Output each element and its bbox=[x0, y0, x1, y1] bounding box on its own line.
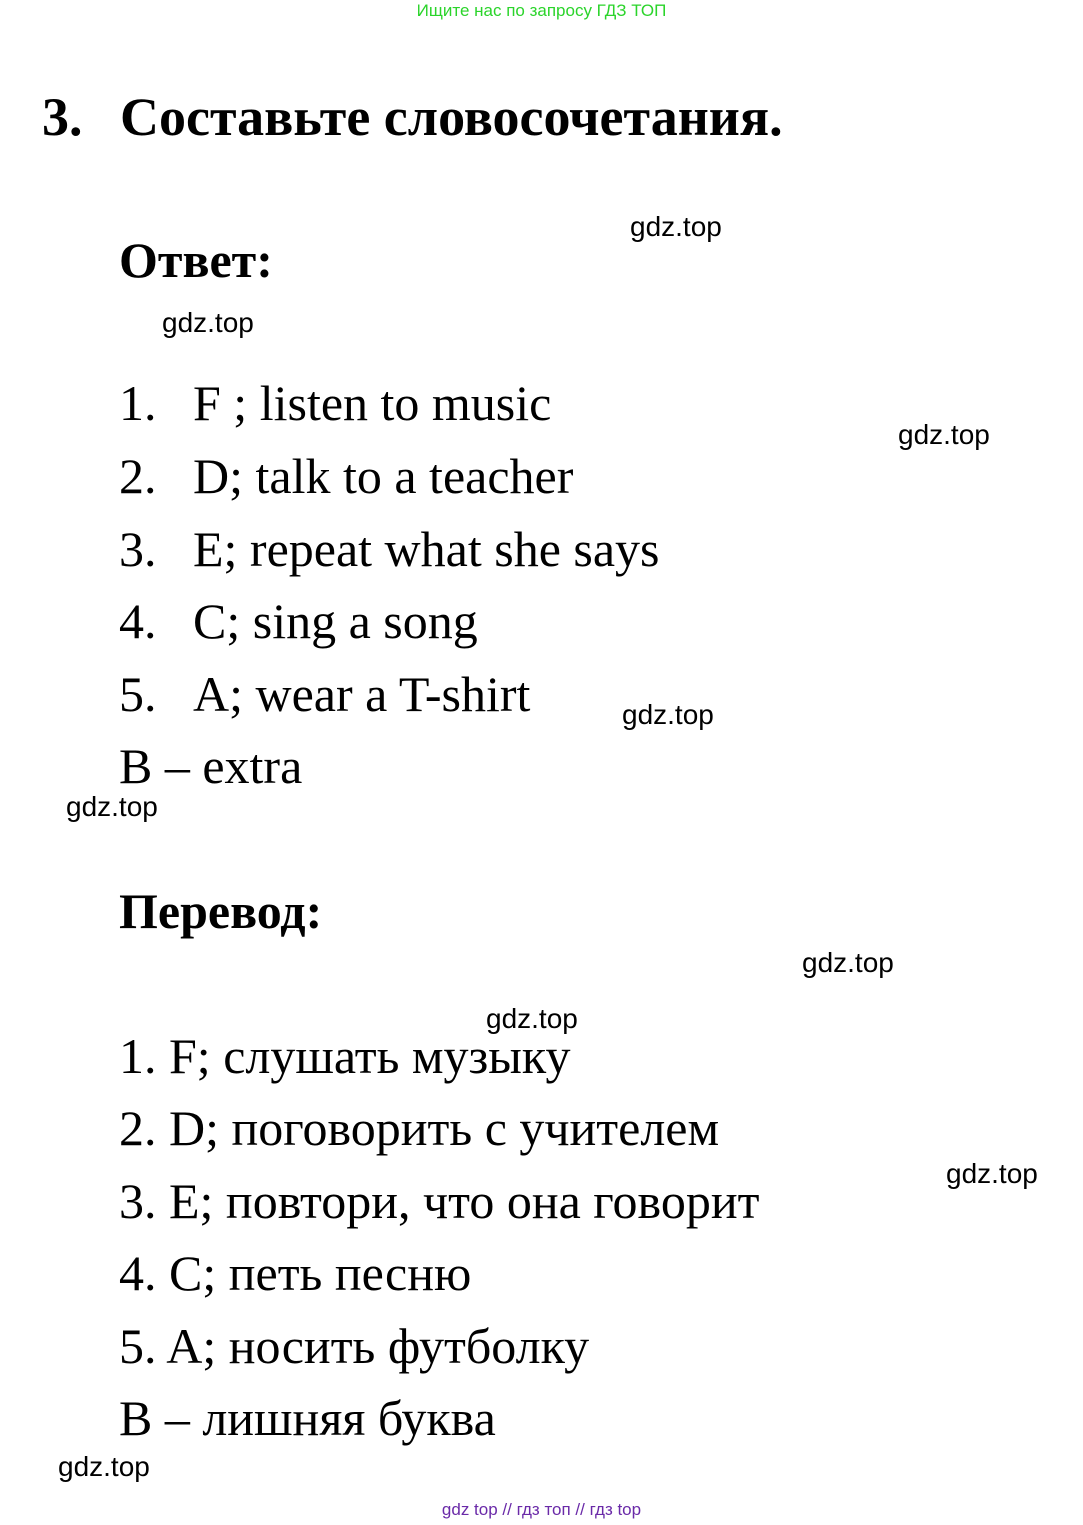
answer-item-number: 1. bbox=[119, 375, 157, 431]
search-banner: Ищите нас по запросу ГДЗ ТОП bbox=[416, 1, 667, 20]
translation-extra: B – лишняя буква bbox=[119, 1390, 496, 1446]
answer-item-text: C; sing a song bbox=[193, 593, 478, 649]
answer-item bbox=[119, 664, 530, 724]
answer-item-number: 3. bbox=[119, 521, 157, 577]
answer-item-number: 2. bbox=[119, 448, 157, 504]
watermark: gdz.top bbox=[946, 1158, 1038, 1189]
answer-item-number: 4. bbox=[119, 593, 157, 649]
answer-item bbox=[119, 519, 660, 579]
answer-item-text: F ; listen to music bbox=[193, 375, 552, 431]
translation-item: 4. C; петь песню bbox=[119, 1245, 472, 1301]
footer-links: gdz top // гдз топ // гдз top bbox=[441, 1500, 642, 1519]
answer-item bbox=[119, 373, 551, 433]
watermark: gdz.top bbox=[486, 1003, 578, 1034]
answer-item-number: 5. bbox=[119, 666, 157, 722]
task-number: 3. bbox=[42, 87, 83, 147]
answer-item-text: E; repeat what she says bbox=[193, 521, 660, 577]
translation-item: 2. D; поговорить с учителем bbox=[119, 1100, 720, 1156]
answer-heading: Ответ: bbox=[119, 232, 273, 288]
answer-item bbox=[119, 446, 573, 506]
answer-item-text: A; wear a T-shirt bbox=[193, 666, 531, 722]
watermark: gdz.top bbox=[630, 211, 722, 242]
translation-item: 1. F; слушать музыку bbox=[119, 1028, 571, 1084]
watermark: gdz.top bbox=[622, 699, 714, 730]
translation-item: 5. A; носить футболку bbox=[119, 1318, 590, 1374]
watermark: gdz.top bbox=[66, 791, 158, 822]
watermark: gdz.top bbox=[162, 307, 254, 338]
watermark: gdz.top bbox=[898, 419, 990, 450]
task-title-text: Составьте словосочетания. bbox=[120, 87, 783, 147]
task-title bbox=[42, 82, 783, 152]
answer-extra: B – extra bbox=[119, 738, 303, 794]
translation-item: 3. E; повтори, что она говорит bbox=[119, 1173, 760, 1229]
translation-heading: Перевод: bbox=[119, 883, 323, 939]
watermark: gdz.top bbox=[802, 947, 894, 978]
answer-item bbox=[119, 591, 478, 651]
answer-item-text: D; talk to a teacher bbox=[193, 448, 574, 504]
watermark: gdz.top bbox=[58, 1451, 150, 1482]
